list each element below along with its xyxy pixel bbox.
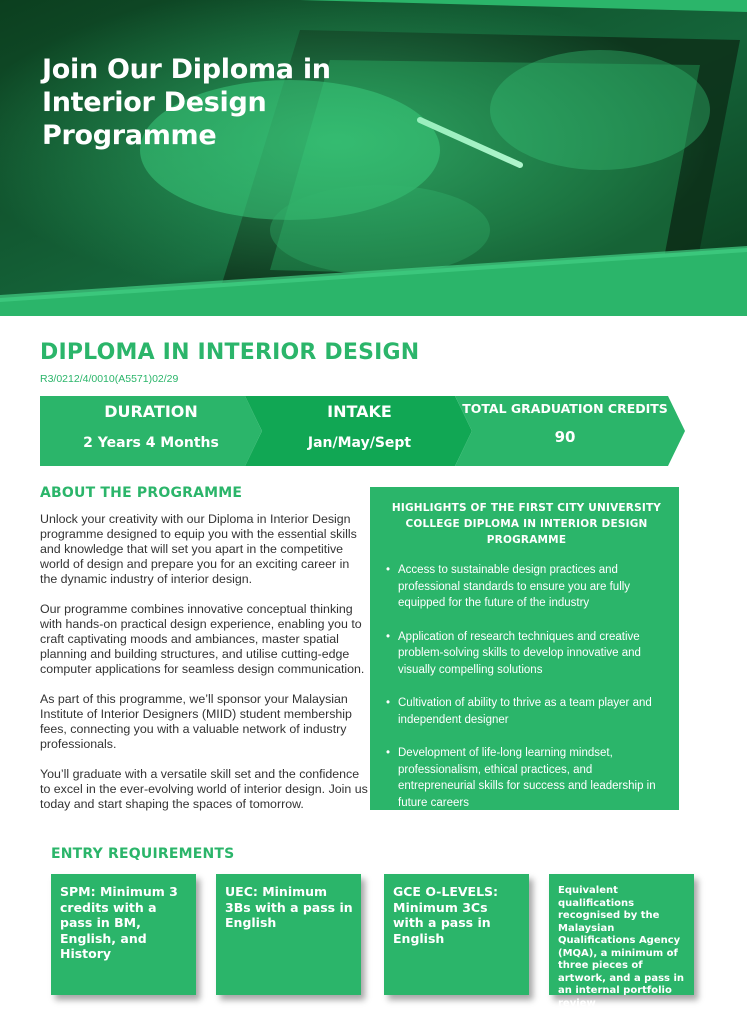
- highlights-box: [370, 487, 679, 810]
- diploma-title: DIPLOMA IN INTERIOR DESIGN: [40, 340, 420, 365]
- hero-title: Join Our Diploma in Interior Design Programme: [42, 54, 331, 151]
- highlight-item: [386, 629, 667, 679]
- intake-label: INTAKE: [327, 402, 392, 421]
- credits-cell: [460, 396, 670, 466]
- requirement-card-uec: UEC: Minimum 3Bs with a pass in English: [216, 874, 361, 995]
- credits-value: 90: [554, 428, 576, 446]
- highlight-item: [386, 562, 667, 612]
- highlights-list: [386, 562, 667, 811]
- requirement-card-spm: SPM: Minimum 3 credits with a pass in BM, English, and History: [51, 874, 196, 995]
- about-paragraph: Our programme combines innovative conceptual thinking with hands-on practical design experience, enabling you to craft captivating moods and ambiances, master spatial planning and building structures, and utilise cutting-edge computer applications for seamless design communication.: [40, 602, 365, 676]
- bullet-icon: •: [386, 697, 391, 709]
- intake-value: Jan/May/Sept: [307, 435, 412, 451]
- intake-cell: [252, 396, 467, 466]
- duration-cell: [40, 396, 262, 466]
- bullet-icon: •: [386, 564, 391, 576]
- hero-image: [0, 0, 747, 316]
- duration-value: 2 Years 4 Months: [83, 435, 219, 451]
- requirement-card-gce: GCE O-LEVELS: Minimum 3Cs with a pass in English: [384, 874, 529, 995]
- programme-info-bar: [40, 396, 688, 466]
- about-title: ABOUT THE PROGRAMME: [40, 485, 243, 501]
- about-paragraph: You’ll graduate with a versatile skill set and the confidence to excel in the ever-evolving world of interior design. Join us today and start shaping the spaces of tomorrow.: [40, 767, 368, 811]
- entry-requirements-title: ENTRY REQUIREMENTS: [51, 846, 235, 862]
- diploma-code: R3/0212/4/0010(A5571)02/29: [40, 373, 179, 385]
- duration-label: DURATION: [104, 402, 198, 421]
- bullet-icon: •: [386, 747, 391, 759]
- highlight-text: Access to sustainable design practices and professional standards to ensure you are fully equipped for the future of the industry: [398, 564, 631, 609]
- bullet-icon: •: [386, 630, 391, 643]
- highlight-text: Cultivation of ability to thrive as a team player and independent designer: [398, 697, 652, 726]
- highlights-title: HIGHLIGHTS OF THE FIRST CITY UNIVERSITY COLLEGE DIPLOMA IN INTERIOR DESIGN PROGRAMME: [391, 502, 662, 546]
- about-paragraph: As part of this programme, we’ll sponsor your Malaysian Institute of Interior Designers (MIID) student membership fees, connecting you with a valuable network of industry professionals.: [40, 692, 352, 751]
- highlight-item: [386, 695, 667, 728]
- highlight-text: Application of research techniques and creative problem-solving skills to develop innovative and visually compelling solutions: [398, 630, 641, 676]
- about-body: [40, 512, 368, 827]
- highlight-text: Development of life-long learning mindset, professionalism, ethical practices, and entrepreneurial skills for success and leadership in future careers: [398, 747, 656, 809]
- highlight-item: [386, 745, 667, 811]
- about-paragraph: Unlock your creativity with our Diploma in Interior Design programme designed to equip you with the essential skills and knowledge that will set you apart in the competitive world of design and prepare you for an exciting career in the dynamic industry of interior design.: [40, 512, 357, 586]
- requirement-card-equivalent: Equivalent qualifications recognised by the Malaysian Qualifications Agency (MQA), a minimum of three pieces of artwork, and a pass in an internal portfolio review: [549, 874, 694, 995]
- hero-banner: [0, 0, 747, 316]
- credits-label: TOTAL GRADUATION CREDITS: [462, 401, 668, 416]
